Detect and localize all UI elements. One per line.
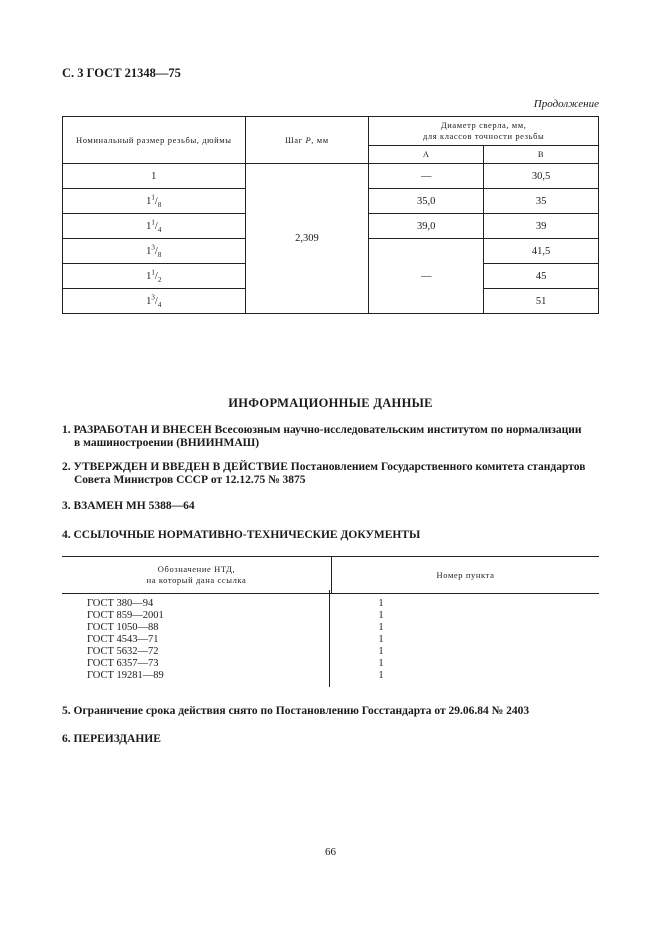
page-header-title: С. 3 ГОСТ 21348—75 <box>62 66 181 80</box>
column-header-class-b: B <box>484 146 599 164</box>
reference-doc: ГОСТ 4543—71 <box>87 634 159 645</box>
nominal-cell: 1 <box>63 164 246 189</box>
document-header-line1: Обозначение НТД, <box>157 564 236 574</box>
reference-doc: ГОСТ 5632—72 <box>87 646 159 657</box>
document-header-line2: на который дана ссылка <box>146 575 247 585</box>
thread-drill-table <box>62 116 599 314</box>
reference-doc: ГОСТ 1050—88 <box>87 622 159 633</box>
references-list <box>62 598 599 682</box>
reference-doc: ГОСТ 19281—89 <box>87 670 164 681</box>
class-b-cell: 41,5 <box>484 239 599 264</box>
page-number: 66 <box>325 846 336 858</box>
list-item <box>62 598 599 610</box>
info-item-1-line2: в машиностроении (ВНИИНМАШ) <box>74 437 260 449</box>
info-item-3: 3. ВЗАМЕН МН 5388—64 <box>62 500 195 512</box>
info-item-2 <box>62 461 602 487</box>
reference-item: 1 <box>378 646 384 657</box>
class-b-cell: 51 <box>484 289 599 314</box>
list-item <box>62 622 599 634</box>
drill-header-line1: Диаметр сверла, мм, <box>440 120 527 130</box>
class-b-cell: 30,5 <box>484 164 599 189</box>
info-item-2-line1: 2. УТВЕРЖДЕН И ВВЕДЕН В ДЕЙСТВИЕ Постановлением Государственного комитета стандартов <box>62 461 586 473</box>
nominal-cell: $1^1/_8$ <box>63 189 246 214</box>
nominal-cell: $1^1/_2$ <box>63 264 246 289</box>
pitch-prefix: Шаг <box>285 134 306 145</box>
list-item <box>62 646 599 658</box>
reference-doc: ГОСТ 380—94 <box>87 598 154 609</box>
reference-item: 1 <box>378 622 384 633</box>
nominal-cell: $1^3/_8$ <box>63 239 246 264</box>
nominal-cell: $1^1/_4$ <box>63 214 246 239</box>
reference-doc: ГОСТ 859—2001 <box>87 610 164 621</box>
class-b-cell: 35 <box>484 189 599 214</box>
column-header-item-number: Номер пункта <box>332 557 600 594</box>
nominal-cell: $1^3/_4$ <box>63 289 246 314</box>
list-item <box>62 670 599 682</box>
list-item <box>62 610 599 622</box>
class-a-merged-cell: — <box>369 239 484 314</box>
column-header-class-a: A <box>369 146 484 164</box>
table-row <box>63 164 599 189</box>
references-table-header <box>62 556 599 594</box>
class-a-cell: 35,0 <box>369 189 484 214</box>
list-item <box>62 634 599 646</box>
class-a-cell: 39,0 <box>369 214 484 239</box>
info-item-2-line2: Совета Министров СССР от 12.12.75 № 3875 <box>74 474 306 486</box>
reference-item: 1 <box>378 670 384 681</box>
column-header-pitch <box>245 117 369 164</box>
class-a-cell: — <box>369 164 484 189</box>
class-b-cell: 39 <box>484 214 599 239</box>
pitch-var: P <box>305 134 312 145</box>
drill-header-line2: для классов точности резьбы <box>422 131 545 141</box>
class-b-cell: 45 <box>484 264 599 289</box>
pitch-cell: 2,309 <box>245 164 369 314</box>
info-item-1 <box>62 424 602 450</box>
info-section-title: ИНФОРМАЦИОННЫЕ ДАННЫЕ <box>228 396 433 410</box>
info-item-4: 4. ССЫЛОЧНЫЕ НОРМАТИВНО-ТЕХНИЧЕСКИЕ ДОКУМЕНТЫ <box>62 529 421 541</box>
reference-item: 1 <box>378 634 384 645</box>
reference-item: 1 <box>378 610 384 621</box>
info-item-5: 5. Ограничение срока действия снято по Постановлению Госстандарта от 29.06.84 № 2403 <box>62 705 530 717</box>
list-item <box>62 658 599 670</box>
table-header-row <box>63 117 599 146</box>
pitch-suffix: , мм <box>311 134 329 145</box>
info-item-1-line1: 1. РАЗРАБОТАН И ВНЕСЕН Всесоюзным научно-исследовательским институтом по нормализации <box>62 424 582 436</box>
reference-item: 1 <box>378 598 384 609</box>
column-header-document <box>62 557 332 594</box>
info-item-6: 6. ПЕРЕИЗДАНИЕ <box>62 733 161 745</box>
column-header-drill <box>369 117 599 146</box>
column-header-nominal: Номинальный размер резьбы, дюймы <box>63 117 246 164</box>
reference-doc: ГОСТ 6357—73 <box>87 658 159 669</box>
continuation-label: Продолжение <box>533 98 599 110</box>
reference-item: 1 <box>378 658 384 669</box>
